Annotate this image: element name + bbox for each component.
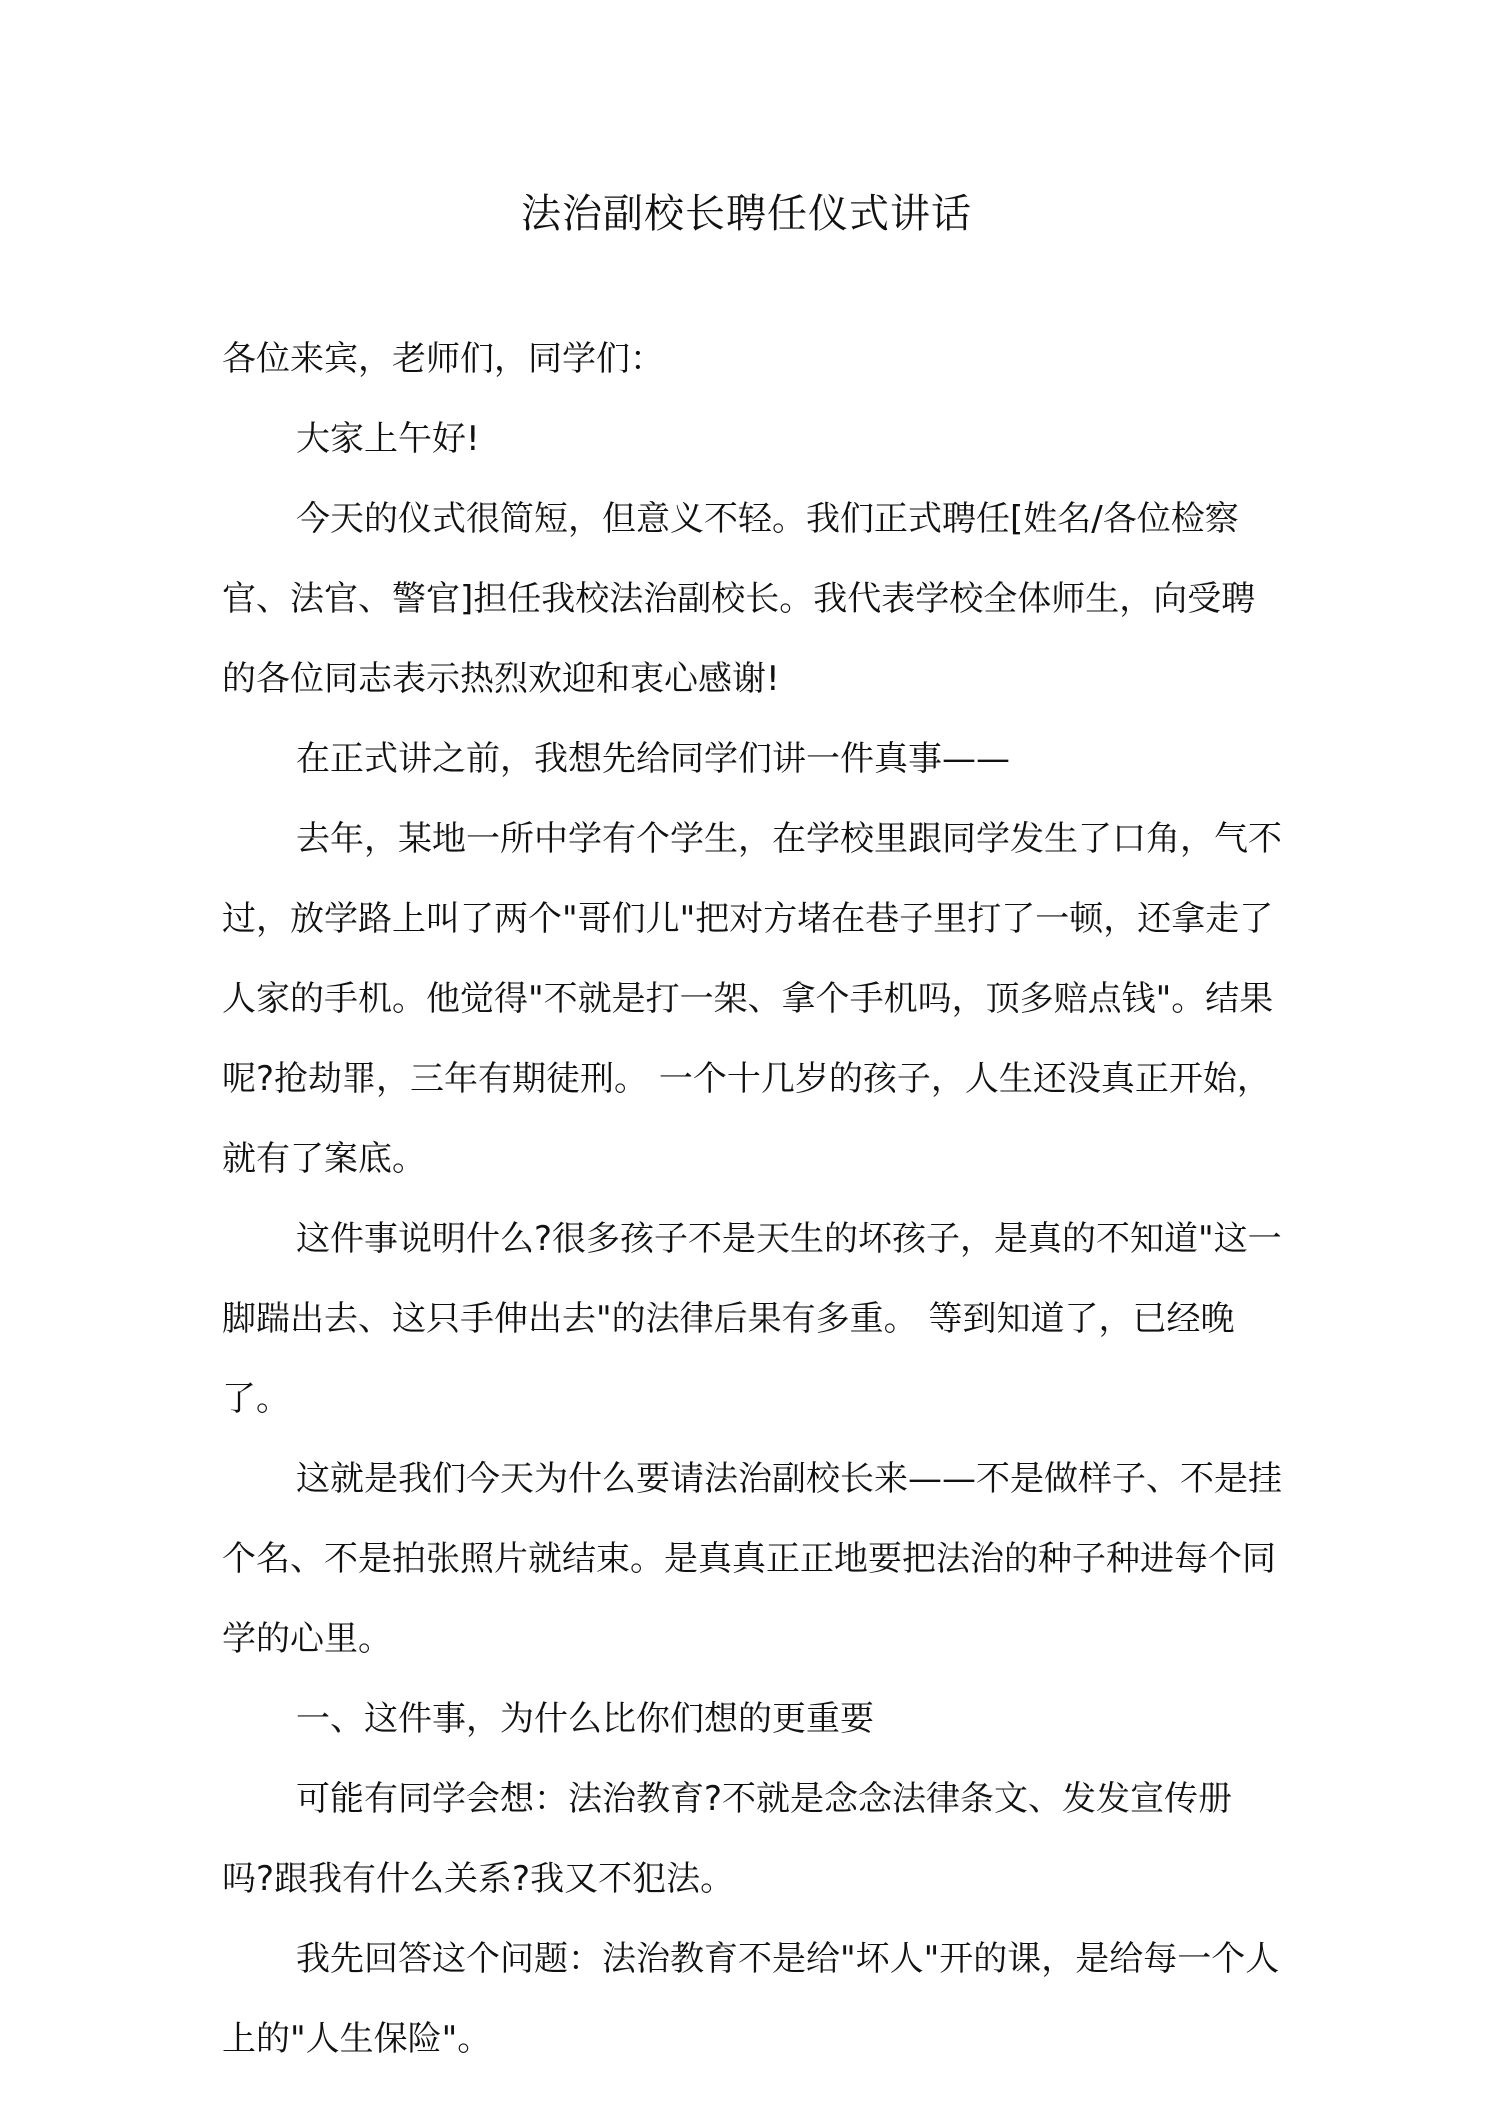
greeting: 大家上午好! <box>296 419 480 459</box>
paragraph-intro: 今天的仪式很简短，但意义不轻。我们正式聘任[姓名/各位检察官、法官、警官]担任我校法治副校长。我代表学校全体师生，向受聘的各位同志表示热烈欢迎和衷心感谢! <box>222 499 1256 699</box>
salutation: 各位来宾，老师们，同学们： <box>222 339 664 379</box>
paragraph-story-lead: 在正式讲之前，我想先给同学们讲一件真事—— <box>296 739 1010 779</box>
document-body <box>222 319 1282 2079</box>
paragraph-story: 去年，某地一所中学有个学生，在学校里跟同学发生了口角，气不过，放学路上叫了两个"哥们儿"把对方堵在巷子里打了一顿，还拿走了人家的手机。他觉得"不就是打一架、拿个手机吗，顶多赔点钱"。结果呢?抢劫罪，三年有期徒刑。 一个十几岁的孩子，人生还没真正开始，就有了案底。 <box>222 819 1282 1179</box>
paragraph-purpose: 这就是我们今天为什么要请法治副校长来——不是做样子、不是挂个名、不是拍张照片就结束。是真真正正地要把法治的种子种进每个同学的心里。 <box>222 1459 1282 1659</box>
paragraph-question: 可能有同学会想：法治教育?不就是念念法律条文、发发宣传册吗?跟我有什么关系?我又不犯法。 <box>222 1779 1233 1899</box>
paragraph-answer: 我先回答这个问题：法治教育不是给"坏人"开的课，是给每一个人上的"人生保险"。 <box>222 1939 1280 2059</box>
document-title: 法治副校长聘任仪式讲话 <box>521 191 972 237</box>
paragraph-meaning: 这件事说明什么?很多孩子不是天生的坏孩子，是真的不知道"这一脚踹出去、这只手伸出去"的法律后果有多重。 等到知道了，已经晚了。 <box>222 1219 1282 1419</box>
section-heading-1: 一、这件事，为什么比你们想的更重要 <box>296 1699 874 1739</box>
